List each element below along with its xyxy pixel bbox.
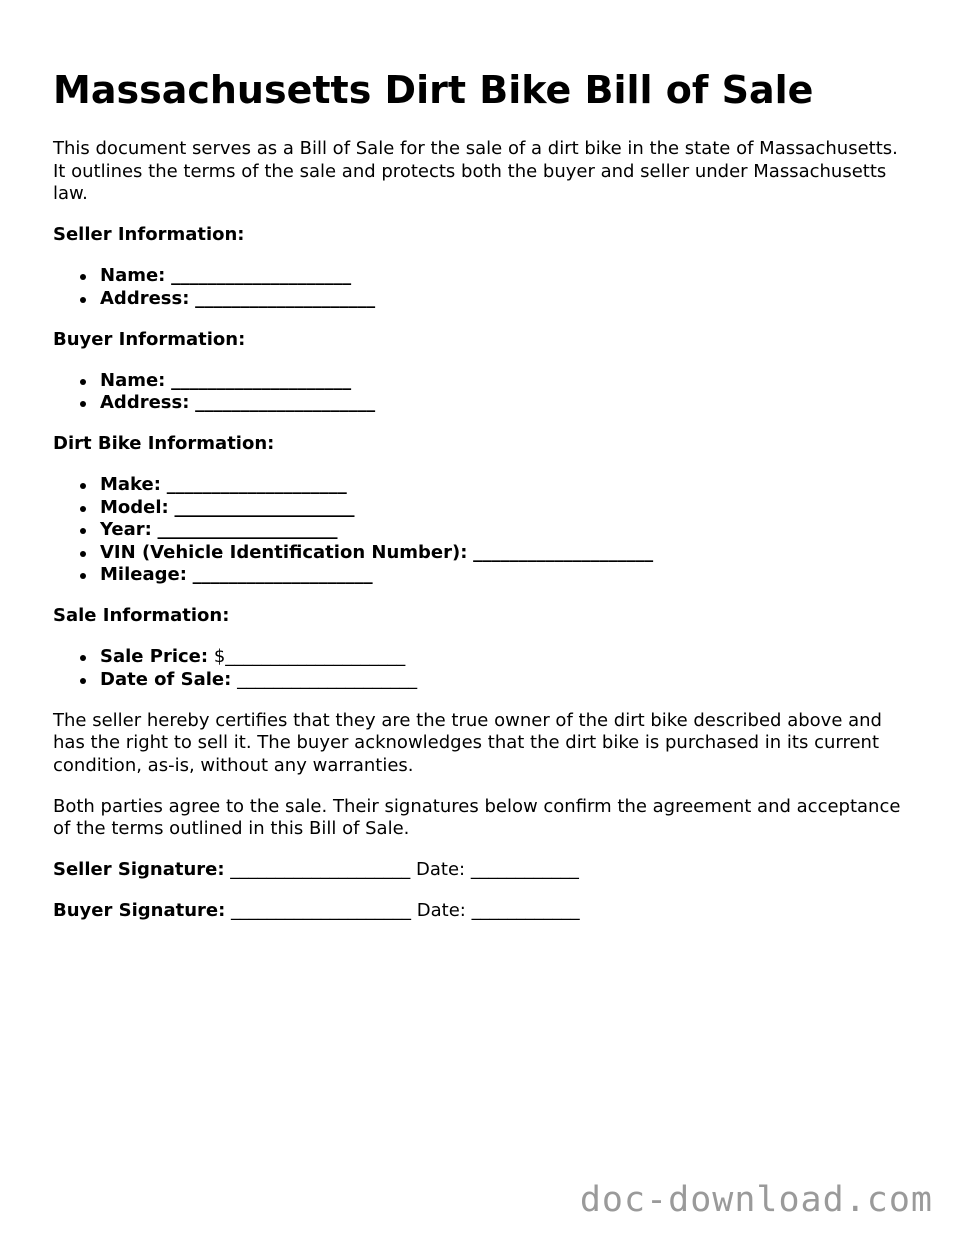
watermark-text: doc-download.com bbox=[579, 1180, 933, 1220]
list-item bbox=[100, 646, 913, 669]
seller-name-blank: ____________________ bbox=[171, 265, 352, 286]
buyer-address-label: Address: bbox=[100, 392, 190, 413]
buyer-date-blank: ____________ bbox=[471, 900, 580, 921]
seller-signature-blank: ____________________ bbox=[230, 859, 411, 880]
seller-address-label: Address: bbox=[100, 287, 190, 309]
list-item bbox=[100, 392, 913, 415]
buyer-signature-line bbox=[53, 900, 913, 923]
seller-signature-line bbox=[53, 859, 913, 882]
list-item bbox=[100, 542, 913, 565]
bike-mileage-label: Mileage: bbox=[100, 564, 187, 585]
sale-section-heading: Sale Information: bbox=[53, 605, 230, 626]
seller-info-list bbox=[53, 265, 913, 310]
list-item bbox=[100, 669, 913, 692]
list-item bbox=[100, 265, 913, 288]
buyer-info-list bbox=[53, 370, 913, 415]
document-title: Massachusetts Dirt Bike Bill of Sale bbox=[53, 68, 814, 112]
buyer-address-blank: ____________________ bbox=[195, 392, 376, 413]
seller-date-label: Date: bbox=[416, 859, 466, 880]
buyer-name-label: Name: bbox=[100, 369, 166, 391]
bike-section-heading: Dirt Bike Information: bbox=[53, 433, 275, 454]
agreement-paragraph: Both parties agree to the sale. Their signatures below confirm the agreement and acceptance of the terms outlined in this Bill of Sale. bbox=[53, 795, 901, 839]
sale-date-label: Date of Sale: bbox=[100, 668, 232, 690]
bike-make-label: Make: bbox=[100, 474, 161, 495]
bike-model-blank: ____________________ bbox=[174, 496, 355, 518]
sale-info-list bbox=[53, 646, 913, 691]
sale-price-prefix: $ bbox=[213, 646, 226, 667]
certification-paragraph: The seller hereby certifies that they are the true owner of the dirt bike described above and has the right to sell it. The buyer acknowledges that the dirt bike is purchased in its current condition, as-is, without any warranties. bbox=[53, 709, 882, 776]
bike-make-blank: ____________________ bbox=[166, 474, 347, 495]
intro-paragraph: This document serves as a Bill of Sale for the sale of a dirt bike in the state of Massachusetts. It outlines the terms of the sale and protects both the buyer and seller under Massachusetts law. bbox=[53, 138, 898, 204]
list-item bbox=[100, 564, 913, 587]
document-body bbox=[53, 138, 913, 941]
bike-mileage-blank: ____________________ bbox=[192, 564, 373, 585]
list-item bbox=[100, 370, 913, 393]
sale-price-label: Sale Price: bbox=[100, 646, 209, 667]
bike-year-blank: ____________________ bbox=[157, 519, 338, 540]
bike-vin-blank: ____________________ bbox=[473, 541, 654, 563]
buyer-signature-blank: ____________________ bbox=[231, 900, 412, 921]
sale-date-blank: ____________________ bbox=[237, 668, 418, 690]
list-item bbox=[100, 497, 913, 520]
sale-price-blank: ____________________ bbox=[225, 646, 406, 667]
seller-name-label: Name: bbox=[100, 265, 166, 286]
list-item bbox=[100, 474, 913, 497]
list-item bbox=[100, 288, 913, 311]
buyer-name-blank: ____________________ bbox=[171, 369, 352, 391]
seller-address-blank: ____________________ bbox=[195, 287, 376, 309]
bike-vin-label: VIN (Vehicle Identification Number): bbox=[100, 541, 468, 563]
list-item bbox=[100, 519, 913, 542]
bike-model-label: Model: bbox=[100, 496, 169, 518]
buyer-signature-label: Buyer Signature: bbox=[53, 900, 226, 921]
bike-year-label: Year: bbox=[100, 519, 152, 540]
seller-signature-label: Seller Signature: bbox=[53, 859, 225, 880]
buyer-section-heading: Buyer Information: bbox=[53, 328, 246, 350]
bike-info-list bbox=[53, 474, 913, 587]
seller-section-heading: Seller Information: bbox=[53, 224, 245, 245]
seller-date-blank: ____________ bbox=[470, 859, 579, 880]
buyer-date-label: Date: bbox=[416, 900, 466, 921]
